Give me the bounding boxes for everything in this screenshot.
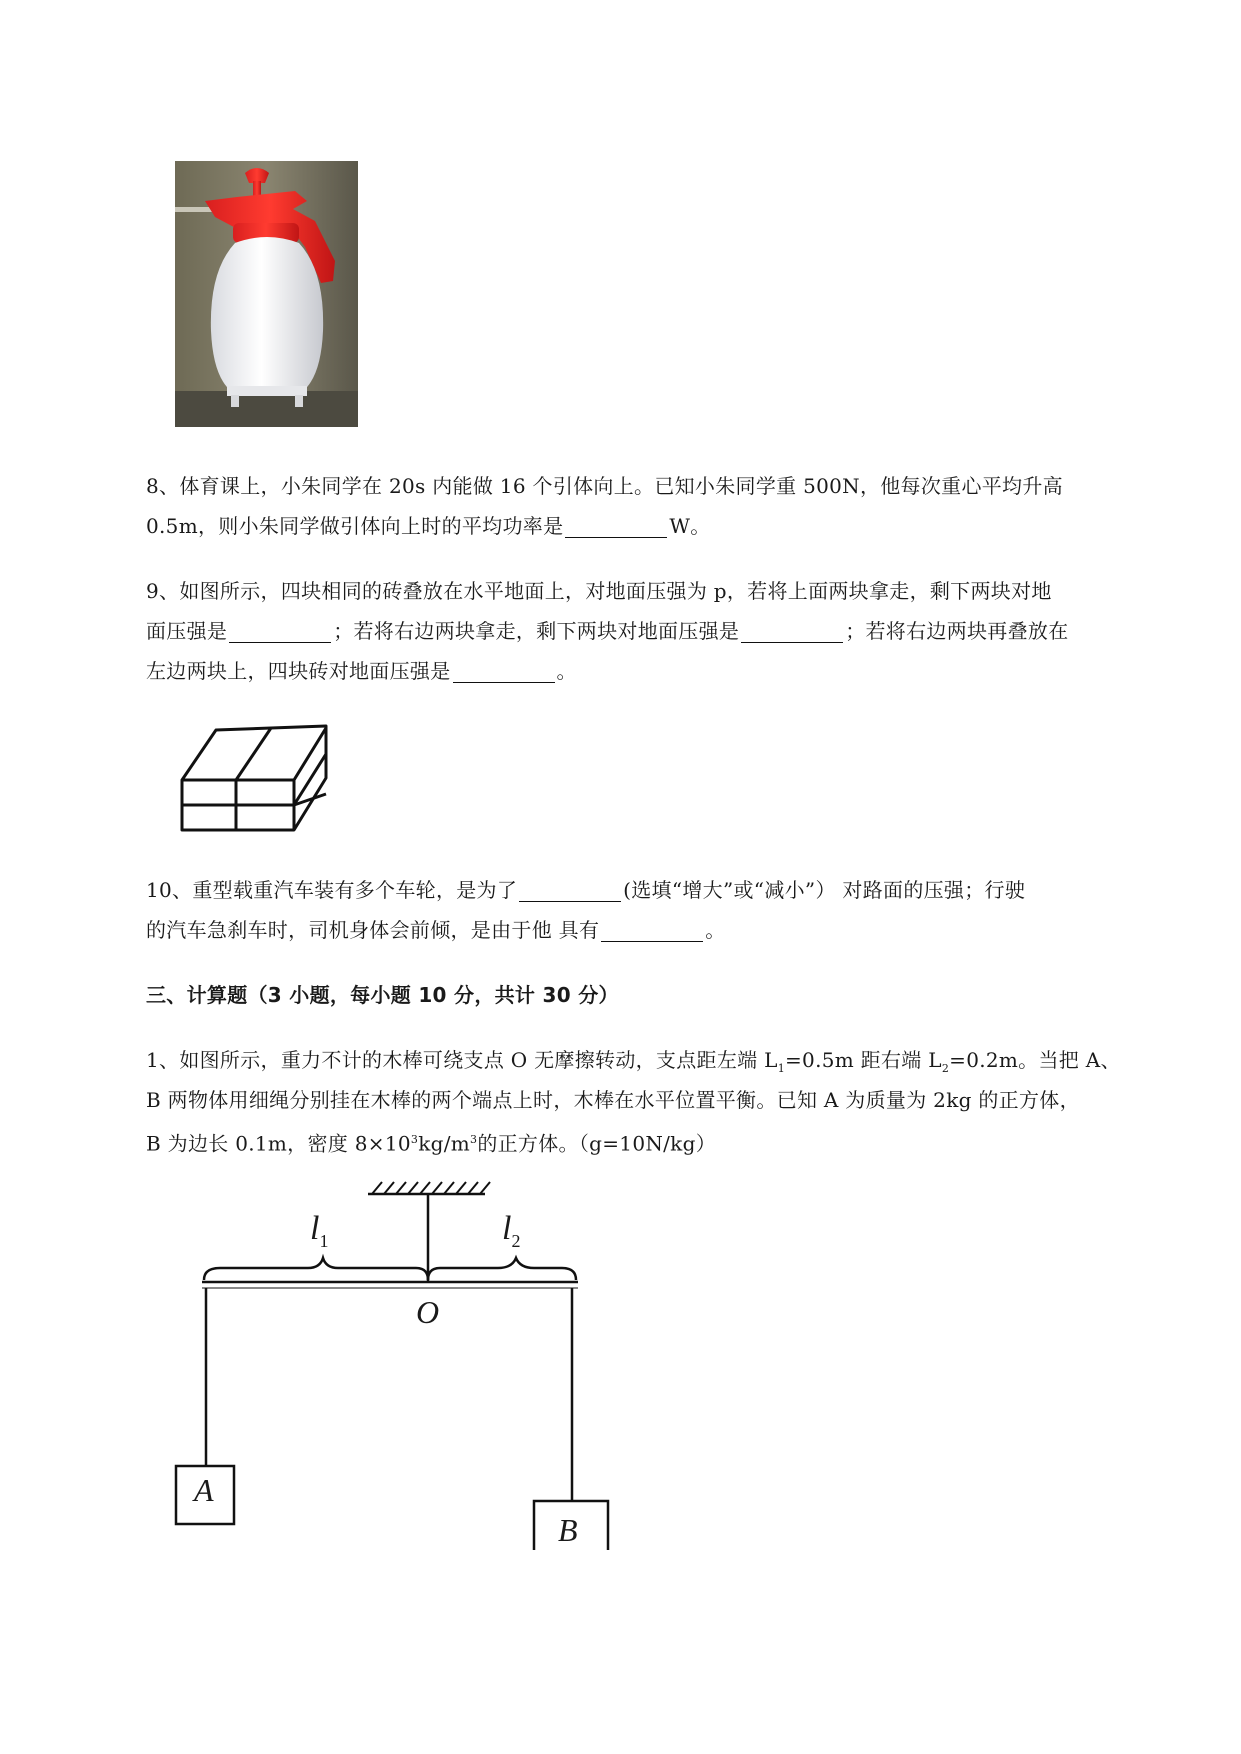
q10-line-1-b: (选填“增大”或“减小”） 对路面的压强；行驶	[623, 878, 1026, 902]
q10-line-2-b: 。	[705, 918, 726, 942]
q10-line-2	[146, 918, 726, 942]
q9-line-2-a: 面压强是	[146, 619, 228, 643]
calc1-line-3-a: B 为边长 0.1m，密度 8×10	[146, 1131, 411, 1156]
label-l1	[310, 1210, 328, 1252]
q9-line-3-b: 。	[556, 659, 577, 683]
q8-line-2	[146, 514, 711, 538]
q10-line-1-a: 10、重型载重汽车装有多个车轮，是为了	[146, 878, 518, 902]
lever-figure	[160, 1180, 680, 1550]
calc1-sup-2: 3	[470, 1133, 478, 1146]
brick-stack-figure	[176, 718, 332, 838]
q9-line-2	[146, 619, 1069, 643]
calc1-line-3-b: kg/m	[418, 1131, 471, 1156]
calc1-line-2: B 两物体用细绳分别挂在木棒的两个端点上时，木棒在水平位置平衡。已知 A 为质量为 2kg 的正方体，	[146, 1088, 1080, 1112]
label-l2-letter: l	[502, 1210, 512, 1247]
q8-line-2-unit: W。	[669, 514, 711, 538]
calc1-line-1-a: 1、如图所示，重力不计的木棒可绕支点 O 无摩擦转动，支点距左端 L	[146, 1048, 778, 1072]
calc1-sub-1: 1	[777, 1062, 785, 1075]
q9-line-1: 9、如图所示，四块相同的砖叠放在水平地面上，对地面压强为 p，若将上面两块拿走，剩下两块对地	[146, 579, 1052, 603]
calc1-line-3	[146, 1128, 716, 1156]
label-pivot-o: O	[416, 1294, 440, 1330]
label-l1-letter: l	[310, 1210, 320, 1247]
q9-line-2-b: ；若将右边两块拿走，剩下两块对地面压强是	[333, 619, 740, 643]
label-block-a: A	[194, 1472, 214, 1508]
section-heading: 三、计算题（3 小题，每小题 10 分，共计 30 分）	[146, 983, 619, 1007]
calc1-sub-2: 2	[941, 1062, 950, 1075]
calc1-sup-1: 3	[410, 1133, 419, 1146]
calc1-line-1	[146, 1048, 1121, 1081]
q8-line-2-text: 0.5m，则小朱同学做引体向上时的平均功率是	[146, 514, 564, 538]
q8-line-1: 8、体育课上，小朱同学在 20s 内能做 16 个引体向上。已知小朱同学重 500N，他每次重心平均升高	[146, 474, 1063, 498]
spray-bottle-photo	[175, 161, 358, 427]
calc1-line-1-c: =0.2m。当把 A、	[949, 1048, 1121, 1072]
q9-line-3	[146, 659, 577, 683]
q9-line-2-c: ；若将右边两块再叠放在	[845, 619, 1069, 643]
answer-blank-q10-2[interactable]	[601, 921, 703, 942]
label-l1-sub: 1	[319, 1230, 329, 1251]
answer-blank-q10-1[interactable]	[519, 881, 621, 902]
q9-line-3-a: 左边两块上，四块砖对地面压强是	[146, 659, 451, 683]
answer-blank-q9-1[interactable]	[229, 622, 331, 643]
calc1-line-1-b: =0.5m 距右端 L	[785, 1048, 942, 1072]
label-l2-sub: 2	[511, 1230, 521, 1251]
q10-line-1	[146, 878, 1025, 902]
calc1-line-3-c: 的正方体。（g=10N/kg）	[477, 1131, 716, 1156]
q10-line-2-a: 的汽车急刹车时，司机身体会前倾，是由于他 具有	[146, 918, 600, 942]
answer-blank-q9-3[interactable]	[453, 662, 555, 683]
answer-blank-q8[interactable]	[565, 517, 667, 538]
label-l2	[502, 1210, 520, 1252]
answer-blank-q9-2[interactable]	[741, 622, 843, 643]
label-block-b: B	[558, 1512, 578, 1548]
